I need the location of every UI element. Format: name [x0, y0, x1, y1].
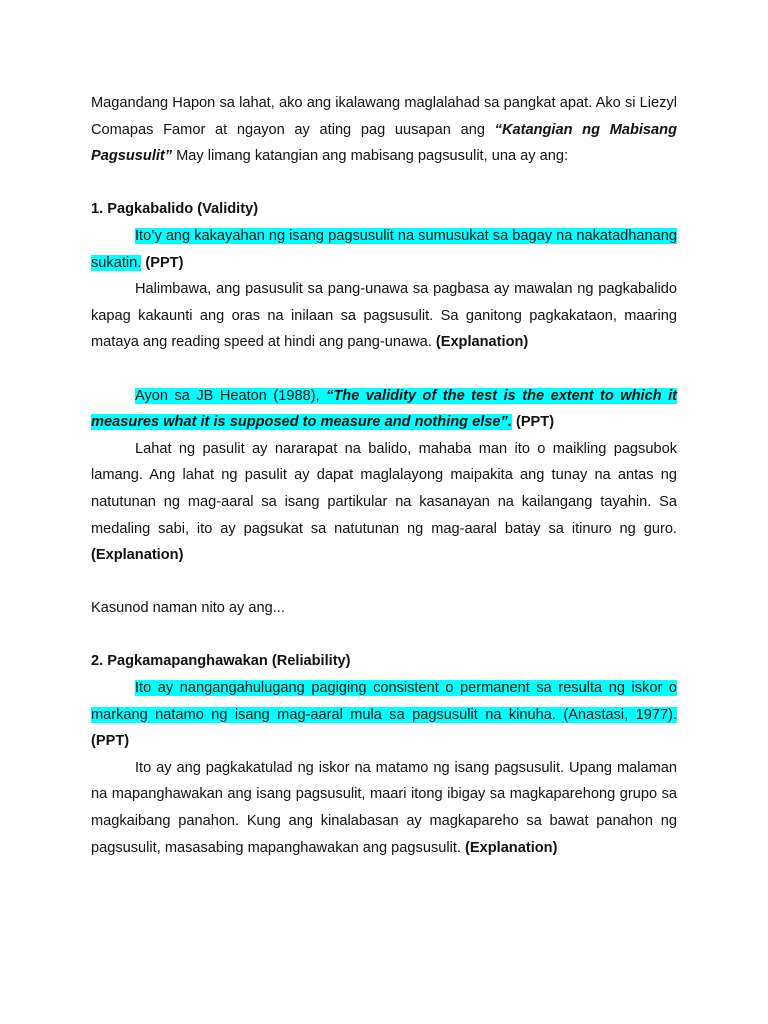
- section2-definition: [91, 675, 677, 755]
- section1-explanation-tag: (Explanation): [91, 547, 184, 564]
- transition-text: Kasunod naman nito ay ang...: [91, 600, 285, 617]
- section2-explanation-text: Ito ay ang pagkakatulad ng iskor na matamo ng isang pagsusulit. Upang malaman na mapanghawakan ang isang pagsusulit, maari itong ibigay sa magkaparehong grupo sa magkaibang panahon. Kung ang kinalabasan ay magkapareho sa bawat panahon ng pagsusulit, masasabing mapanghawakan ang pagsusulit.: [91, 759, 677, 856]
- section2-explanation-tag: (Explanation): [465, 839, 558, 856]
- section1-explanation: [91, 436, 677, 569]
- intro-text-1: Magandang Hapon sa lahat, ako ang ikalawang maglalahad sa pangkat apat. Ako si Liezyl Comapas Famor at ngayon ay ating pag uusapan ang: [91, 95, 677, 138]
- section2-definition-highlight: Ito ay nangangahulugang pagiging consistent o permanent sa resulta ng iskor o markang natamo ng isang mag-aaral mula sa pagsusulit na kinuha. (Anastasi, 1977).: [91, 680, 677, 723]
- section1-definition: [91, 223, 677, 276]
- document-page: [91, 90, 677, 861]
- intro-paragraph: [91, 90, 677, 170]
- section1-quote-source: Ayon sa JB Heaton (1988),: [135, 387, 327, 404]
- section1-example-tag: (Explanation): [435, 334, 529, 351]
- section2-explanation: [91, 755, 677, 861]
- section1-heading: 1. Pagkabalido (Validity): [91, 201, 259, 218]
- section1-quote-tag: (PPT): [515, 414, 555, 431]
- section1-definition-tag: (PPT): [145, 254, 184, 271]
- intro-title: “Katangian ng Mabisang Pagsusulit”: [91, 121, 677, 165]
- section1-quote: “The validity of the test is the extent to which it measures what it is supposed to measure and nothing else”.: [91, 387, 678, 431]
- section2-definition-tag: (PPT): [91, 733, 130, 750]
- section2-heading: 2. Pagkamapanghawakan (Reliability): [91, 653, 351, 670]
- section1-quote-paragraph: [91, 383, 677, 436]
- section1-explanation-text: Lahat ng pasulit ay nararapat na balido, mahaba man ito o maikling pagsubok lamang. Ang lahat ng pasulit ay dapat maglalayong maipakita ang tunay na antas ng natutunan ng mag-aaral sa isang partikular na kasanayan na kailangang tayahin. Sa medaling sabi, ito ay pagsukat sa natutunan ng mag-aaral batay sa itinuro ng guro.: [91, 440, 677, 537]
- section1-definition-highlight: Ito’y ang kakayahan ng isang pagsusulit na sumusukat sa bagay na nakatadhanang sukatin.: [91, 227, 677, 271]
- section1-example-text: Halimbawa, ang pasusulit sa pang-unawa sa pagbasa ay mawalan ng pagkabalido kapag kakaunti ang oras na inilaan sa pagsusulit. Sa ganitong pagkakataon, maaring mataya ang reading speed at hindi ang pang-unawa.: [91, 281, 677, 351]
- intro-text-2: May limang katangian ang mabisang pagsusulit, una ay ang:: [172, 148, 568, 165]
- section1-example: [91, 276, 677, 356]
